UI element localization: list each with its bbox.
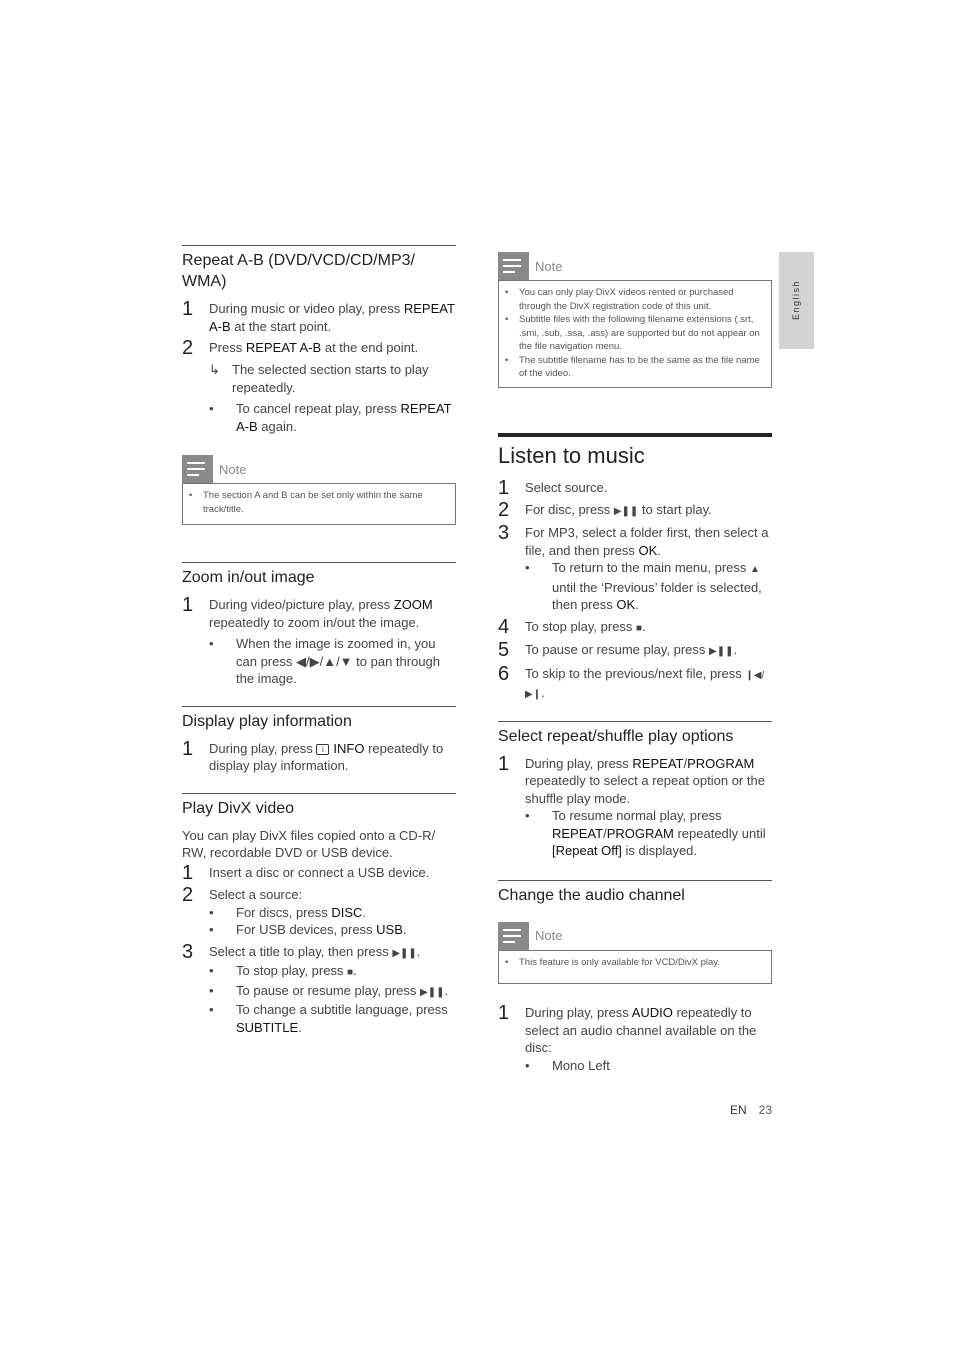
step: 2 Select a source: <box>182 883 303 906</box>
step: 1 During video/picture play, press ZOOM repeatedly to zoom in/out the image. <box>182 594 433 630</box>
info-icon: i <box>316 744 329 755</box>
step-number: 1 <box>182 298 194 320</box>
section-title: Change the audio channel <box>498 886 685 904</box>
section-title: Repeat A-B (DVD/VCD/CD/MP3/ WMA) <box>182 252 415 290</box>
section-listen-to-music <box>498 433 772 704</box>
note-label: Note <box>535 928 563 943</box>
section-zoom <box>182 562 456 688</box>
section-title: Play DivX video <box>182 799 295 817</box>
step-number: 3 <box>498 522 510 544</box>
bullet-item: • To pause or resume play, press ▶❚❚. <box>209 982 449 998</box>
key-label: DISC <box>331 904 363 920</box>
step-number: 1 <box>182 594 194 616</box>
step-number: 3 <box>182 940 194 963</box>
stop-icon: ■ <box>636 622 643 634</box>
play-pause-icon: ▶❚❚ <box>613 505 639 517</box>
arrow-keys-icon: ◀/▶/▲/▼ <box>295 653 353 669</box>
key-label: SUBTITLE <box>236 1019 299 1035</box>
bullet-item: • To return to the main menu, press ▲ until the ‘Previous’ folder is selected, then press OK. <box>525 560 762 612</box>
section-repeat-shuffle <box>498 721 772 860</box>
step-number: 1 <box>498 1002 510 1024</box>
note-icon <box>182 455 213 483</box>
bullet-item: • For discs, press DISC. <box>209 904 367 920</box>
key-label: ZOOM <box>393 597 433 612</box>
step: 4 To stop play, press ■. <box>498 615 646 638</box>
bullet-item: • When the image is zoomed in, you can press ◀/▶/▲/▼ to pan through the image. <box>209 636 441 686</box>
page-footer <box>700 1103 772 1117</box>
step: 5 To pause or resume play, press ▶❚❚. <box>498 639 738 661</box>
page-number: 23 <box>758 1103 772 1117</box>
key-label: REPEAT A-B <box>236 401 452 434</box>
step: 1 Select source. <box>498 476 608 499</box>
note-icon <box>498 252 529 280</box>
key-label: REPEAT <box>632 755 684 771</box>
step: 3 Select a title to play, then press ▶❚❚. <box>182 940 421 963</box>
key-label: PROGRAM <box>687 755 755 771</box>
step: 6 To skip to the previous/next file, press ❙◀/▶❙. <box>498 662 765 700</box>
key-label: USB <box>376 922 403 937</box>
step-number: 5 <box>498 639 510 661</box>
step: 3 For MP3, select a folder first, then select a file, and then press OK. <box>498 522 769 558</box>
language-tab <box>779 252 814 349</box>
key-label: REPEAT A-B <box>245 340 322 355</box>
note-box <box>498 252 772 388</box>
result-line: ↳ The selected section starts to play repeatedly. <box>182 361 456 396</box>
up-arrow-icon: ▲ <box>749 564 760 575</box>
stop-icon: ■ <box>347 967 354 978</box>
play-pause-icon: ▶❚❚ <box>420 986 445 998</box>
note-item: • Subtitle files with the following filename extensions (.srt, .smi, .sub, .ssa, .ass) are supported but do not appear on the file navigation menu. <box>505 314 760 352</box>
section-repeat-ab <box>182 245 456 525</box>
step-number: 1 <box>182 861 194 884</box>
step: 2 For disc, press ▶❚❚ to start play. <box>498 498 712 521</box>
step-number: 2 <box>182 337 194 359</box>
note-text: This feature is only available for VCD/DivX play. <box>519 956 720 968</box>
section-divx <box>182 793 456 1037</box>
key-label: INFO <box>333 740 365 756</box>
section-title: Display play information <box>182 712 352 730</box>
play-pause-icon: ▶❚❚ <box>392 947 417 959</box>
result-arrow-icon: ↳ <box>209 362 220 377</box>
bullet-item: • Mono Left <box>525 1057 610 1073</box>
right-column <box>498 252 772 1074</box>
key-label: REPEAT A-B <box>209 301 455 334</box>
note-item: • You can only play DivX videos rented or purchased through the DivX registration code of this unit. <box>505 287 734 312</box>
step: 1 During play, press i INFO repeatedly to display play information. <box>182 737 444 773</box>
step-number: 1 <box>498 752 510 775</box>
step-number: 4 <box>498 615 510 638</box>
key-label: PROGRAM <box>606 825 674 841</box>
menu-option-label: [Repeat Off] <box>552 843 622 858</box>
note-label: Note <box>535 258 563 274</box>
bullet-item: • To change a subtitle language, press SUBTITLE. <box>209 1002 448 1035</box>
step: 1 Insert a disc or connect a USB device. <box>182 861 430 884</box>
bullet-item: • For USB devices, press USB. <box>209 922 407 937</box>
step-number: 2 <box>498 498 510 521</box>
step-number: 1 <box>498 476 510 499</box>
note-box: Note • The section A and B can be set only within the same track/title. <box>182 455 456 525</box>
note-item: • The subtitle filename has to be the same as the file name of the video. <box>505 354 760 379</box>
key-label: AUDIO <box>631 1005 673 1020</box>
section-title: Zoom in/out image <box>182 569 315 586</box>
note-box: Note • This feature is only available for VCD/DivX play. <box>498 922 772 985</box>
step-number: 2 <box>182 883 194 906</box>
step: 2 Press REPEAT A-B at the end point. <box>182 337 419 359</box>
play-pause-icon: ▶❚❚ <box>709 646 734 657</box>
step-number: 1 <box>182 737 194 760</box>
note-icon <box>498 922 529 950</box>
left-column <box>182 245 456 1036</box>
bullet-item: • To stop play, press ■. <box>209 963 357 978</box>
key-label: REPEAT <box>552 825 604 841</box>
skip-prev-next-icon: ❙◀/▶❙ <box>525 669 765 700</box>
section-title: Select repeat/shuffle play options <box>498 727 734 745</box>
note-text: The section A and B can be set only within the same track/title. <box>203 490 423 515</box>
note-label: Note <box>219 461 247 477</box>
step: 1 During play, press REPEAT/PROGRAM repeatedly to select a repeat option or the shuffle play mode. <box>498 752 765 806</box>
step: 1 During music or video play, press REPEAT A-B at the start point. <box>182 298 455 334</box>
intro-text: You can play DivX files copied onto a CD-R/ RW, recordable DVD or USB device. <box>182 827 436 860</box>
chapter-title: Listen to music <box>498 442 645 468</box>
key-label: OK <box>616 597 636 612</box>
bullet-item: • To cancel repeat play, press REPEAT A-B again. <box>209 401 452 434</box>
step-number: 6 <box>498 662 510 685</box>
section-display <box>182 706 456 775</box>
section-audio-channel <box>498 880 772 1075</box>
step: 1 During play, press AUDIO repeatedly to select an audio channel available on the disc: <box>498 1002 757 1055</box>
bullet-item: • To resume normal play, press REPEAT/PROGRAM repeatedly until [Repeat Off] is displayed. <box>525 808 766 858</box>
key-label: OK <box>638 542 658 558</box>
footer-language: EN <box>729 1103 747 1117</box>
language-tab-label: English <box>791 279 801 321</box>
